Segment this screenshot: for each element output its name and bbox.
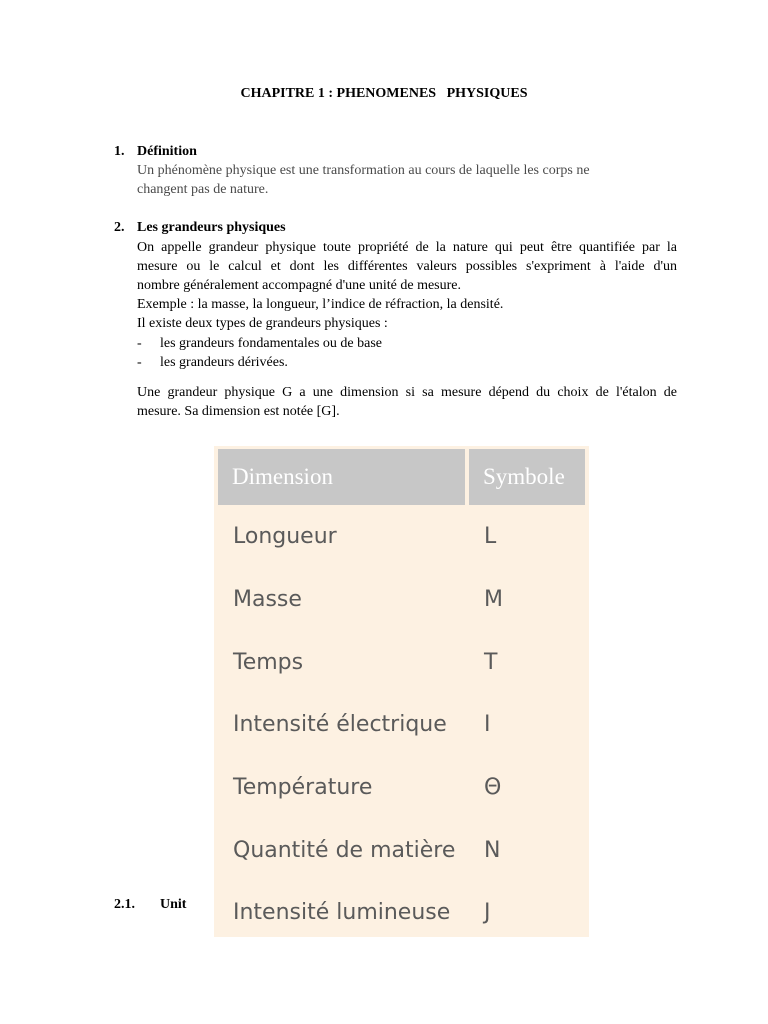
paragraph-line: changent pas de nature. [137, 182, 269, 197]
cell-symbol: J [484, 900, 491, 925]
cell-symbol: Θ [484, 775, 502, 800]
table-header [218, 449, 585, 505]
bullet-marker: - [137, 355, 142, 370]
table-row [214, 821, 589, 883]
paragraph-line: On appelle grandeur physique toute propriété de la nature qui peut être quantifiée par la [137, 240, 677, 255]
table-row [214, 507, 589, 569]
cell-dimension: Intensité électrique [233, 712, 447, 737]
section-2-paragraph [137, 238, 677, 333]
paragraph-line: mesure. Sa dimension est notée [G]. [137, 404, 340, 419]
paragraph-line: Exemple : la masse, la longueur, l’indice de réfraction, la densité. [137, 297, 504, 312]
subsection-title: Unit [160, 897, 187, 912]
bullet-item [137, 353, 677, 372]
cell-dimension: Longueur [233, 524, 337, 549]
section-2-title: Les grandeurs physiques [137, 220, 286, 235]
header-symbole: Symbole [469, 449, 585, 505]
section-1-heading [114, 144, 197, 160]
bullet-marker: - [137, 336, 142, 351]
cell-symbol: L [484, 524, 497, 549]
cell-dimension: Intensité lumineuse [233, 900, 451, 925]
dimension-table [214, 446, 589, 937]
cell-symbol: I [484, 712, 491, 737]
cell-dimension: Masse [233, 587, 302, 612]
bullet-text: les grandeurs dérivées. [160, 355, 288, 370]
table-row [214, 633, 589, 695]
paragraph-line: Un phénomène physique est une transformation au cours de laquelle les corps ne [137, 163, 590, 178]
paragraph-line: Il existe deux types de grandeurs physiques : [137, 316, 388, 331]
paragraph-line: nombre généralement accompagné d'une unité de mesure. [137, 278, 461, 293]
cell-dimension: Température [233, 775, 373, 800]
cell-dimension: Temps [233, 650, 304, 675]
bullet-text: les grandeurs fondamentales ou de base [160, 336, 382, 351]
section-1-title: Définition [137, 144, 197, 159]
table-row [214, 695, 589, 757]
cell-symbol: T [484, 650, 498, 675]
section-1-paragraph [137, 161, 677, 199]
section-2-paragraph-2 [137, 383, 677, 421]
cell-dimension: Quantité de matière [233, 838, 456, 863]
table-row [214, 758, 589, 820]
section-1-number: 1. [114, 144, 125, 159]
header-dimension: Dimension [218, 449, 465, 505]
subsection-heading [114, 897, 186, 913]
paragraph-line: mesure ou le calcul et dont les différentes valeurs possibles s'expriment à l'aide d'un [137, 259, 677, 274]
table-row [214, 570, 589, 632]
paragraph-line: Une grandeur physique G a une dimension si sa mesure dépend du choix de l'étalon de [137, 385, 677, 400]
cell-symbol: N [484, 838, 501, 863]
section-2-number: 2. [114, 220, 125, 235]
bullet-list [137, 334, 677, 372]
section-2-heading [114, 220, 286, 236]
cell-symbol: M [484, 587, 503, 612]
bullet-item [137, 334, 677, 353]
table-row [214, 883, 589, 945]
page-title: CHAPITRE 1 : PHENOMENES PHYSIQUES [240, 86, 528, 101]
subsection-number: 2.1. [114, 897, 135, 912]
